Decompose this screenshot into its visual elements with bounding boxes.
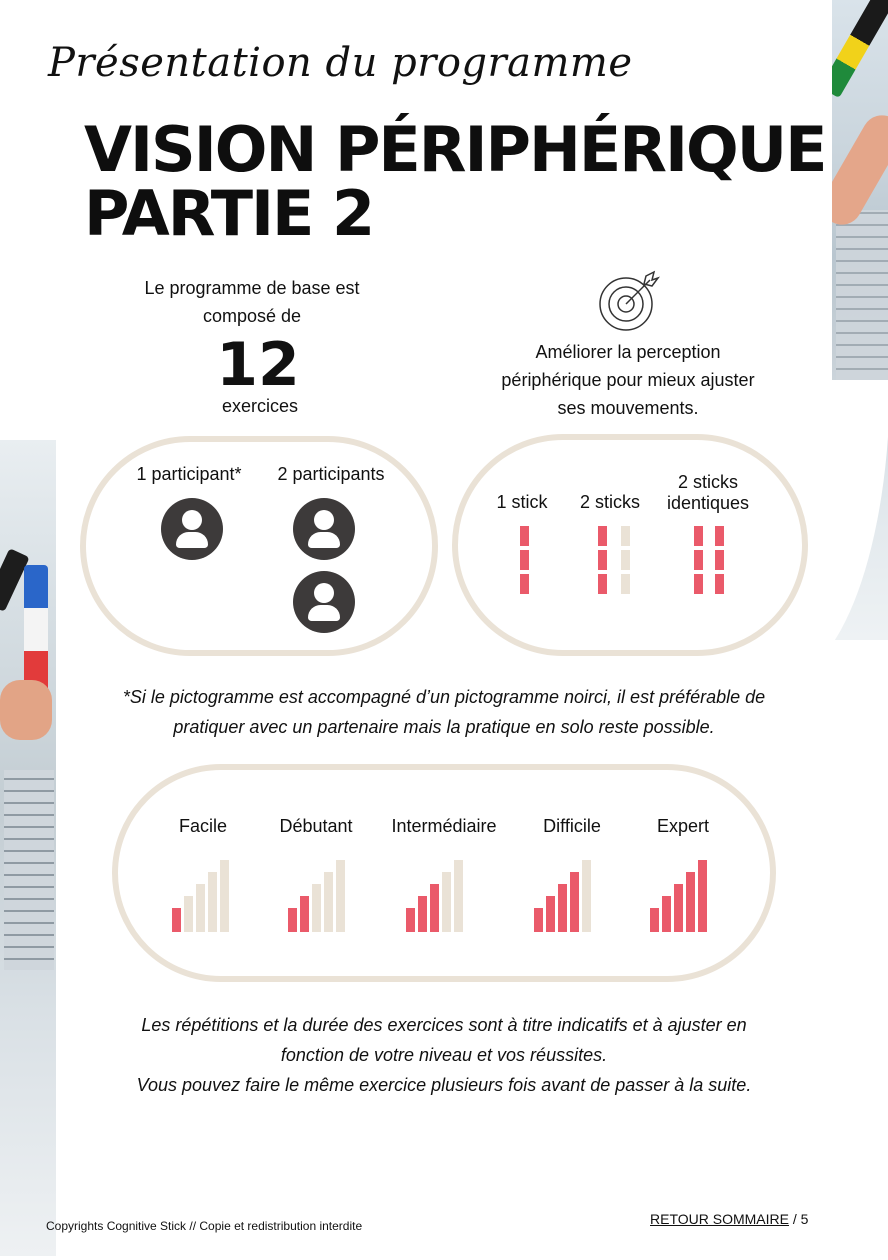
stick-icon [694, 526, 703, 594]
page-title [84, 113, 826, 250]
footer-nav [650, 1211, 808, 1227]
script-title: Présentation du programme [48, 40, 633, 86]
level-bar [454, 860, 463, 932]
stick-image [24, 565, 48, 695]
level-bar [208, 872, 217, 932]
program-intro: Le programme de base est composé de [144, 278, 360, 326]
copyright-text: Copyrights Cognitive Stick // Copie et redistribution interdite [46, 1219, 363, 1233]
level-label-difficile: Difficile [543, 816, 601, 836]
bottom-note [96, 1010, 792, 1100]
level-bar [336, 860, 345, 932]
level-bar [570, 872, 579, 932]
exercise-count: 12 [216, 330, 300, 400]
title-line-1: VISION PÉRIPHÉRIQUE [84, 113, 826, 186]
pictogram-note: *Si le pictogramme est accompagné d’un pictogramme noirci, il est préférable de pratiquer avec un partenaire mais la pratique en solo reste possible. [122, 687, 766, 737]
sticks-label-2: 2 sticks [579, 492, 640, 512]
hand-image [0, 680, 52, 740]
level-label-facile: Facile [178, 816, 227, 836]
person-icon [293, 498, 355, 560]
sticks-label-1: 1 stick [496, 492, 548, 512]
level-bar [418, 896, 427, 932]
stick-icon [715, 526, 724, 594]
page-number: 5 [800, 1211, 809, 1227]
level-bar [698, 860, 707, 932]
level-bar [196, 884, 205, 932]
level-bar [686, 872, 695, 932]
level-bar [662, 896, 671, 932]
title-line-2: PARTIE 2 [84, 177, 374, 250]
level-label-expert: Expert [656, 816, 710, 836]
exercise-unit: exercices [221, 396, 299, 416]
return-summary-link[interactable]: RETOUR SOMMAIRE [650, 1211, 789, 1227]
sticks-label-3: 2 sticks identiques [666, 472, 750, 513]
level-bar [220, 860, 229, 932]
sticks-card [452, 434, 808, 656]
level-bar [442, 872, 451, 932]
level-bar [430, 884, 439, 932]
bottom-note-line-1: Les répétitions et la durée des exercices sont à titre indicatifs et à ajuster en [141, 1015, 747, 1035]
participants-label-1: 1 participant* [136, 464, 242, 484]
level-bar [172, 908, 181, 932]
level-bar [674, 884, 683, 932]
level-label-intermediaire: Intermédiaire [391, 816, 497, 836]
level-bar [546, 896, 555, 932]
program-goal: Améliorer la perception périphérique pour mieux ajuster ses mouvements. [501, 342, 755, 418]
level-bar [288, 908, 297, 932]
level-bar [300, 896, 309, 932]
level-bar [534, 908, 543, 932]
level-bar [406, 908, 415, 932]
background-photo-left [0, 440, 56, 1256]
target-arrow-icon [598, 270, 662, 334]
stick-icon [598, 526, 607, 594]
building-image [836, 210, 888, 380]
level-bar [558, 884, 567, 932]
bottom-note-line-2: fonction de votre niveau et vos réussites. [280, 1045, 608, 1065]
stick-icon [520, 526, 529, 594]
level-label-debutant: Débutant [279, 816, 353, 836]
bottom-note-line-3: Vous pouvez faire le même exercice plusieurs fois avant de passer à la suite. [136, 1075, 752, 1095]
level-bar [312, 884, 321, 932]
level-bar [582, 860, 591, 932]
level-bar [184, 896, 193, 932]
level-bar [650, 908, 659, 932]
footer-separator: / [792, 1211, 797, 1227]
participants-label-2: 2 participants [277, 464, 385, 484]
person-icon [161, 498, 223, 560]
stick-icon [621, 526, 630, 594]
level-bar [324, 872, 333, 932]
building-image [4, 770, 54, 970]
person-icon [293, 571, 355, 633]
